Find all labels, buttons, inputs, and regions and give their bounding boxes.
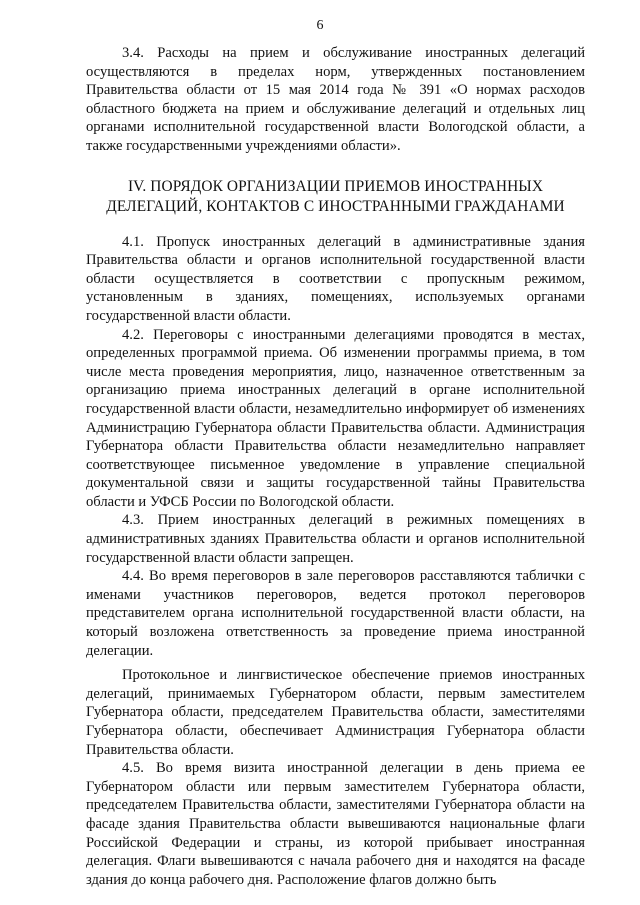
page-number: 6 — [316, 18, 324, 33]
section-heading-line-2: ДЕЛЕГАЦИЙ, КОНТАКТОВ С ИНОСТРАННЫМИ ГРАЖДАНАМИ — [106, 197, 565, 215]
section-heading-line-1: IV. ПОРЯДОК ОРГАНИЗАЦИИ ПРИЕМОВ ИНОСТРАННЫХ — [127, 177, 544, 195]
paragraph-4-5: 4.5. Во время визита иностранной делегации в день приема ее Губернатором области или первым заместителем Губернатора области, председателем Правительства области, заместителями Губернатора области на фасаде здания Правительства области вывешиваются национальные флаги Российской Федерации и страны, из которой прибывает иностранная делегация. Флаги вывешиваются с начала рабочего дня и находятся на фасаде здания до конца рабочего дня. Расположение флагов должно быть — [86, 760, 585, 888]
paragraph-4-3: 4.3. Прием иностранных делегаций в режимных помещениях в административных зданиях Правительства области и органов исполнительной государственной власти области запрещен. — [86, 512, 585, 566]
paragraph-4-2: 4.2. Переговоры с иностранными делегациями проводятся в местах, определенных программой приема. Об изменении программы приема, в том числе места проведения мероприятия, лицо, назначенное ответственным за организацию приема иностранных делегаций в органе исполнительной государственной власти области, незамедлительно информирует об изменениях Администрацию Губернатора области Правительства области. Администрация Губернатора области Правительства области незамедлительно направляет соответствующее письменное уведомление в управление специальной документальной связи и защиты государственной тайны Правительства области и УФСБ России по Вологодской области. — [86, 326, 585, 510]
paragraph-4-4-continued: Протокольное и лингвистическое обеспечение приемов иностранных делегаций, принимаемых Губернатором области, первым заместителем Губернатора области, председателем Правительства области, заместителями Губернатора области, обеспечивает Администрация Губернатора области Правительства области. — [86, 667, 585, 758]
section-heading — [86, 177, 585, 217]
paragraph-4-4: 4.4. Во время переговоров в зале переговоров расставляются таблички с именами участников переговоров, ведется протокол переговоров представителем органа исполнительной государственной власти области, на который возложена ответственность за проведение приема иностранной делегации. — [86, 568, 585, 659]
paragraph-3-4: 3.4. Расходы на прием и обслуживание иностранных делегаций осуществляются в пределах норм, утвержденных постановлением Правительства области от 15 мая 2014 года № 391 «О нормах расходов областного бюджета на прием и обслуживание делегаций и отдельных лиц органами исполнительной государственной власти Вологодской области, а также государственными учреждениями области». — [86, 45, 585, 154]
document-body — [86, 44, 585, 889]
paragraph-4-1: 4.1. Пропуск иностранных делегаций в административные здания Правительства области и органов исполнительной государственной власти области осуществляется в соответствии с пропускным режимом, установленным в зданиях, помещениях, используемых органами государственной власти области. — [86, 233, 585, 324]
